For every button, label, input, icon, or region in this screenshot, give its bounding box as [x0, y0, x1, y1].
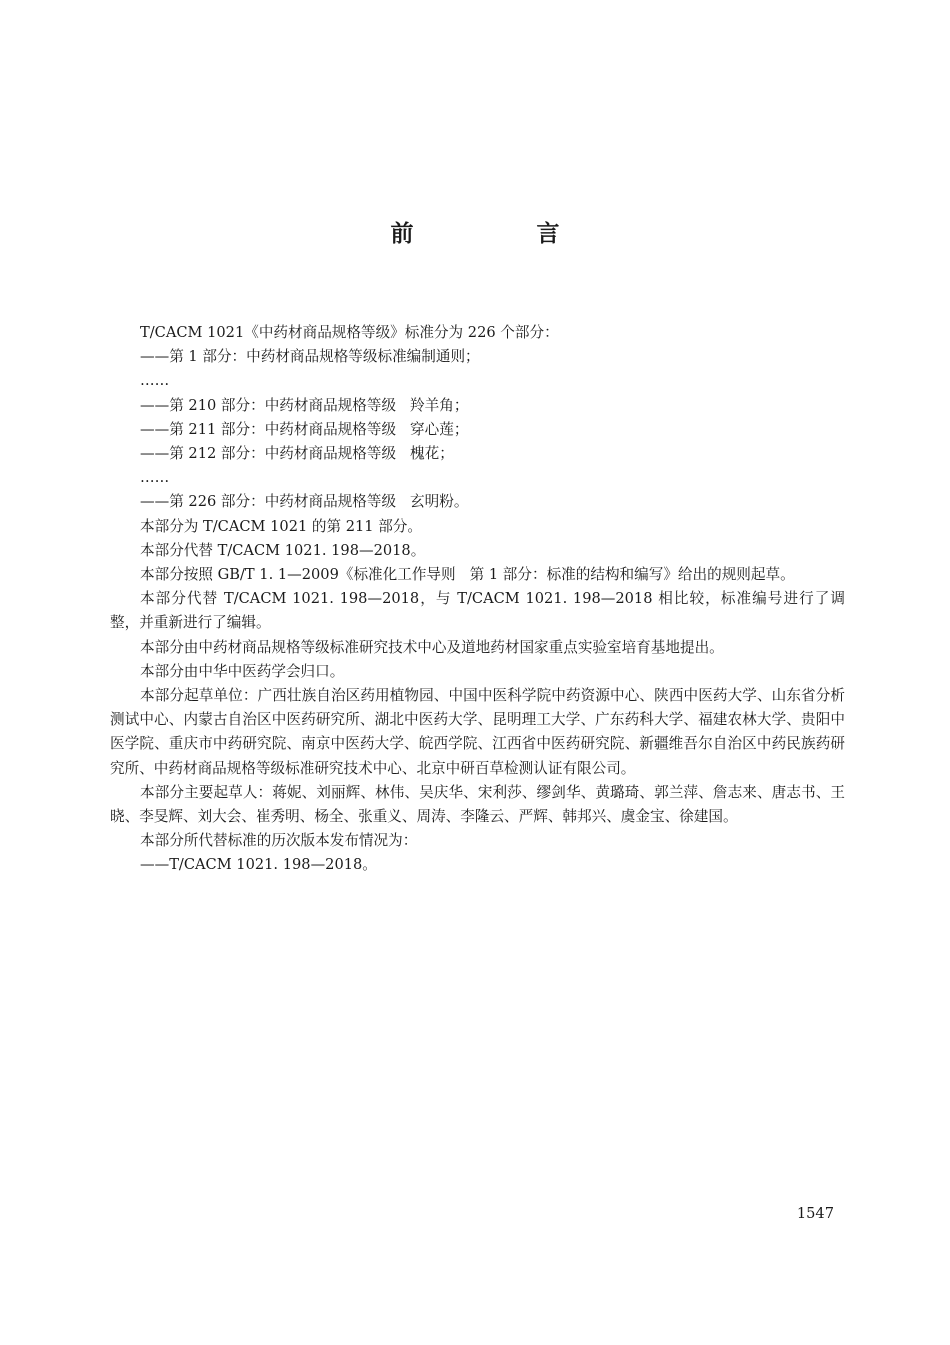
paragraph-drafting-units: 本部分起草单位：广西壮族自治区药用植物园、中国中医科学院中药资源中心、陕西中医药大学、山东省分析测试中心、内蒙古自治区中医药研究所、湖北中医药大学、昆明理工大学、广东药科大学、福建农林大学、贵阳中医学院、重庆市中药研究院、南京中医药大学、皖西学院、江西省中医药研究院、新疆维吾尔自治区中药民族药研究所、中药材商品规格等级标准研究技术中心、北京中研百草检测认证有限公司。: [110, 687, 845, 777]
part-list-item: [110, 418, 845, 442]
part-prefix: ——第 210 部分：中药材商品规格等级: [140, 396, 397, 414]
part-prefix: ——第 211 部分：中药材商品规格等级: [140, 420, 397, 438]
part-list-item: [110, 394, 845, 418]
part-list-item: ——第 1 部分：中药材商品规格等级标准编制通则；: [140, 348, 480, 366]
ellipsis: ……: [140, 469, 170, 487]
part-name: 玄明粉。: [410, 493, 469, 511]
standard-intro: T/CACM 1021《中药材商品规格等级》标准分为 226 个部分：: [140, 324, 559, 341]
part-list-item: [110, 490, 845, 514]
part-name: 槐花；: [410, 445, 454, 463]
part-list-item: [110, 442, 845, 466]
paragraph-history: 本部分所代替标准的历次版本发布情况为：: [140, 832, 418, 850]
paragraph-proposed-by: 本部分由中药材商品规格等级标准研究技术中心及道地药材国家重点实验室培育基地提出。: [140, 638, 724, 656]
preface-body: [110, 321, 845, 878]
page-number: 1547: [796, 1205, 834, 1222]
history-item: ——T/CACM 1021. 198—2018。: [140, 856, 377, 874]
part-name: 羚羊角；: [410, 396, 469, 414]
page-title: 前 言: [390, 221, 610, 247]
ellipsis: ……: [140, 372, 170, 390]
drafting-rules-a: 本部分按照 GB/T 1. 1—2009《标准化工作导则: [140, 566, 456, 584]
paragraph-part-of: 本部分为 T/CACM 1021 的第 211 部分。: [140, 517, 422, 535]
paragraph-replaces: 本部分代替 T/CACM 1021. 198—2018。: [140, 541, 426, 559]
part-prefix: ——第 226 部分：中药材商品规格等级: [140, 493, 397, 511]
drafting-rules-b: 第 1 部分：标准的结构和编写》给出的规则起草。: [469, 566, 795, 584]
paragraph-drafters: 本部分主要起草人：蒋妮、刘丽辉、林伟、吴庆华、宋利莎、缪剑华、黄璐琦、郭兰萍、詹志来、唐志书、王晓、李旻辉、刘大会、崔秀明、杨全、张重义、周涛、李隆云、严辉、韩邦兴、虞金宝、徐建国。: [110, 783, 845, 826]
paragraph-changes: 本部分代替 T/CACM 1021. 198—2018，与 T/CACM 1021. 198—2018 相比较，标准编号进行了调整，并重新进行了编辑。: [110, 590, 845, 632]
paragraph-drafting-rules: [110, 563, 845, 587]
part-name: 穿心莲；: [410, 420, 469, 438]
part-prefix: ——第 212 部分：中药材商品规格等级: [140, 445, 397, 463]
paragraph-centralized-by: 本部分由中华中医药学会归口。: [140, 662, 345, 680]
